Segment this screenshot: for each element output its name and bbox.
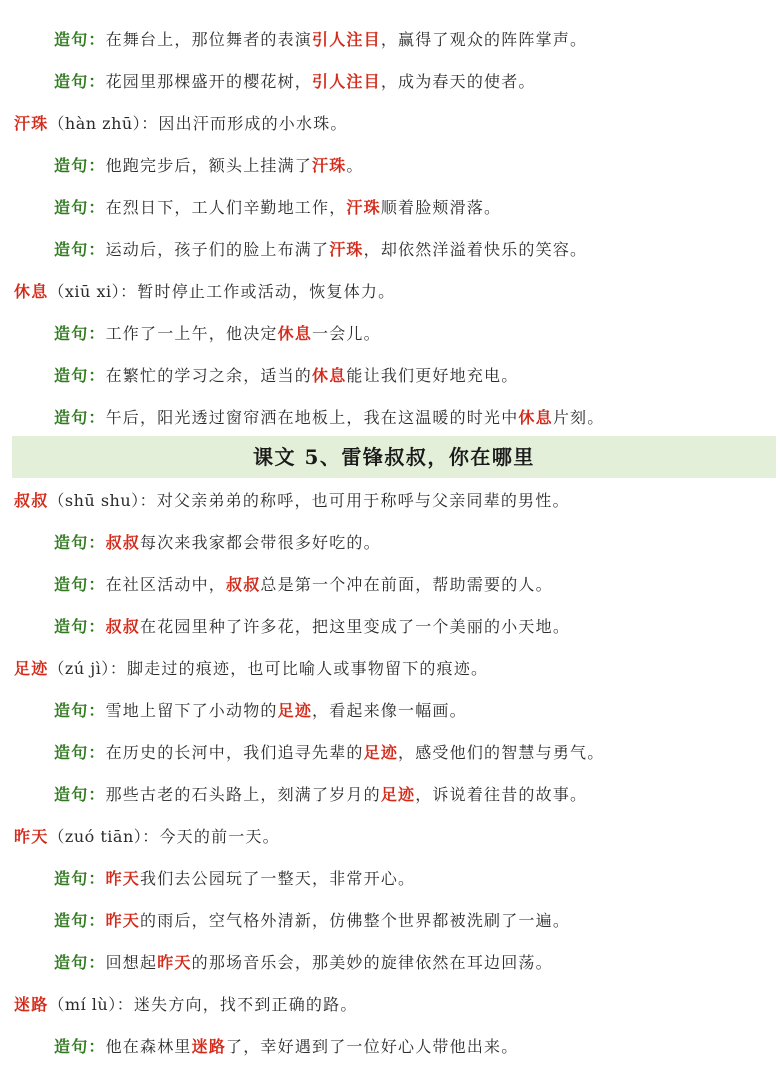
sentence-text: ，诉说着往昔的故事。 xyxy=(415,785,588,804)
highlighted-word: 引人注目 xyxy=(312,30,381,49)
vocab-pinyin: （zú jì） xyxy=(48,659,110,678)
example-label: 造句： xyxy=(54,408,106,427)
example-label: 造句： xyxy=(54,869,106,888)
vocab-definition: ：暂时停止工作或活动，恢复体力。 xyxy=(120,282,396,301)
sentence-text: 那些古老的石头路上，刻满了岁月的 xyxy=(105,785,381,804)
example-label: 造句： xyxy=(54,953,106,972)
highlighted-word: 叔叔 xyxy=(105,533,141,552)
sentence-text: 在繁忙的学习之余，适当的 xyxy=(105,366,313,385)
example-label: 造句： xyxy=(54,324,106,343)
example-label: 造句： xyxy=(54,366,106,385)
sentence-text: 工作了一上午，他决定 xyxy=(105,324,278,343)
example-sentence xyxy=(0,780,780,810)
sentence-text: 他在森林里 xyxy=(105,1037,192,1056)
sentence-text: 总是第一个冲在前面，帮助需要的人。 xyxy=(260,575,553,594)
vocab-entry xyxy=(0,486,780,516)
vocab-definition: ：对父亲弟弟的称呼，也可用于称呼与父亲同辈的男性。 xyxy=(139,491,570,510)
example-label: 造句： xyxy=(54,72,106,91)
vocab-pinyin: （zuó tiān） xyxy=(48,827,143,846)
vocab-pinyin: （shū shu） xyxy=(48,491,140,510)
example-label: 造句： xyxy=(54,240,106,259)
example-label: 造句： xyxy=(54,1037,106,1056)
vocab-definition: ：今天的前一天。 xyxy=(142,827,280,846)
highlighted-word: 休息 xyxy=(277,324,313,343)
example-sentence xyxy=(0,948,780,978)
example-sentence xyxy=(0,528,780,558)
highlighted-word: 足迹 xyxy=(380,785,416,804)
example-sentence xyxy=(0,403,780,433)
sentence-text: 在烈日下，工人们辛勤地工作， xyxy=(105,198,347,217)
vocab-pinyin: （mí lù） xyxy=(48,995,117,1014)
example-sentence xyxy=(0,570,780,600)
vocab-word: 叔叔 xyxy=(14,491,49,510)
sentence-text: 午后，阳光透过窗帘洒在地板上，我在这温暖的时光中 xyxy=(105,408,519,427)
vocab-word: 汗珠 xyxy=(14,114,49,133)
example-sentence xyxy=(0,361,780,391)
example-sentence xyxy=(0,864,780,894)
highlighted-word: 休息 xyxy=(518,408,553,427)
sentence-text: 在花园里种了许多花，把这里变成了一个美丽的小天地。 xyxy=(140,617,571,636)
sentence-text: 花园里那棵盛开的樱花树， xyxy=(105,72,313,91)
highlighted-word: 汗珠 xyxy=(329,240,364,259)
highlighted-word: 昨天 xyxy=(105,911,141,930)
example-sentence xyxy=(0,906,780,936)
example-sentence xyxy=(0,235,780,265)
highlighted-word: 足迹 xyxy=(363,743,399,762)
example-label: 造句： xyxy=(54,617,106,636)
sentence-text: 在社区活动中， xyxy=(105,575,227,594)
vocab-word: 昨天 xyxy=(14,827,49,846)
sentence-text: 他跑完步后，额头上挂满了 xyxy=(105,156,313,175)
example-label: 造句： xyxy=(54,701,106,720)
example-label: 造句： xyxy=(54,785,106,804)
highlighted-word: 汗珠 xyxy=(346,198,381,217)
sentence-text: ，却依然洋溢着快乐的笑容。 xyxy=(363,240,588,259)
vocab-pinyin: （hàn zhū） xyxy=(48,114,142,133)
example-sentence xyxy=(0,319,780,349)
example-sentence xyxy=(0,1032,780,1062)
sentence-text: ，看起来像一幅画。 xyxy=(312,701,467,720)
highlighted-word: 迷路 xyxy=(191,1037,227,1056)
sentence-text: ，成为春天的使者。 xyxy=(380,72,536,91)
vocab-entry xyxy=(0,654,780,684)
vocab-definition: ：迷失方向，找不到正确的路。 xyxy=(116,995,358,1014)
sentence-text: 每次来我家都会带很多好吃的。 xyxy=(140,533,381,552)
highlighted-word: 昨天 xyxy=(157,953,192,972)
sentence-text: 。 xyxy=(346,156,364,175)
vocab-entry xyxy=(0,990,780,1020)
highlighted-word: 昨天 xyxy=(105,869,141,888)
example-label: 造句： xyxy=(54,30,106,49)
example-label: 造句： xyxy=(54,533,106,552)
example-sentence xyxy=(0,193,780,223)
example-label: 造句： xyxy=(54,743,106,762)
sentence-text: 运动后，孩子们的脸上布满了 xyxy=(105,240,330,259)
highlighted-word: 休息 xyxy=(312,366,347,385)
vocab-entry xyxy=(0,109,780,139)
example-label: 造句： xyxy=(54,575,106,594)
sentence-text: ，感受他们的智慧与勇气。 xyxy=(398,743,605,762)
sentence-text: 了，幸好遇到了一位好心人带他出来。 xyxy=(226,1037,519,1056)
vocab-entry xyxy=(0,822,780,852)
sentence-text: 的雨后，空气格外清新，仿佛整个世界都被洗刷了一遍。 xyxy=(140,911,571,930)
vocab-definition: ：脚走过的痕迹，也可比喻人或事物留下的痕迹。 xyxy=(109,659,489,678)
example-sentence xyxy=(0,67,780,97)
sentence-text: 在历史的长河中，我们追寻先辈的 xyxy=(105,743,364,762)
sentence-text: ，赢得了观众的阵阵掌声。 xyxy=(380,30,588,49)
highlighted-word: 汗珠 xyxy=(312,156,347,175)
sentence-text: 回想起 xyxy=(105,953,158,972)
sentence-text: 能让我们更好地充电。 xyxy=(346,366,519,385)
vocab-definition: ：因出汗而形成的小水珠。 xyxy=(141,114,348,133)
example-label: 造句： xyxy=(54,911,106,930)
example-sentence xyxy=(0,738,780,768)
sentence-text: 片刻。 xyxy=(552,408,605,427)
section-title: 课文 5、雷锋叔叔，你在哪里 xyxy=(12,436,776,478)
example-label: 造句： xyxy=(54,156,106,175)
sentence-text: 我们去公园玩了一整天，非常开心。 xyxy=(140,869,416,888)
highlighted-word: 叔叔 xyxy=(105,617,141,636)
highlighted-word: 足迹 xyxy=(277,701,313,720)
vocab-word: 足迹 xyxy=(14,659,49,678)
sentence-text: 的那场音乐会，那美妙的旋律依然在耳边回荡。 xyxy=(191,953,553,972)
example-sentence xyxy=(0,696,780,726)
highlighted-word: 叔叔 xyxy=(226,575,261,594)
example-label: 造句： xyxy=(54,198,106,217)
vocab-entry xyxy=(0,277,780,307)
sentence-text: 顺着脸颊滑落。 xyxy=(380,198,502,217)
highlighted-word: 引人注目 xyxy=(312,72,381,91)
example-sentence xyxy=(0,151,780,181)
example-sentence xyxy=(0,612,780,642)
sentence-text: 一会儿。 xyxy=(312,324,381,343)
vocab-pinyin: （xiū xi） xyxy=(48,282,121,301)
sentence-text: 雪地上留下了小动物的 xyxy=(105,701,278,720)
vocab-word: 休息 xyxy=(14,282,49,301)
vocab-word: 迷路 xyxy=(14,995,49,1014)
sentence-text: 在舞台上，那位舞者的表演 xyxy=(105,30,313,49)
example-sentence xyxy=(0,25,780,55)
